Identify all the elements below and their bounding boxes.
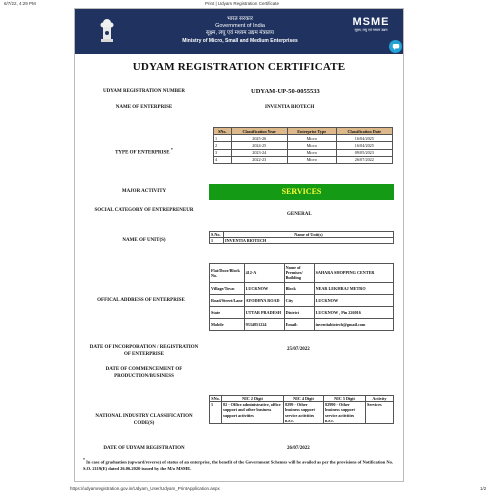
social-category-label: SOCIAL CATEGORY OF ENTREPRENEUR <box>94 208 194 213</box>
addr-value: LUCKNOW <box>314 294 393 306</box>
cell-year: 2022-23 <box>231 156 287 163</box>
msme-logo-word: MSME <box>352 16 390 28</box>
cell-sno: 4 <box>214 156 232 163</box>
major-activity-value: SERVICES <box>209 184 394 200</box>
addr-value: 412-A <box>244 264 284 283</box>
addr-value: SAHARA SHOPPING CENTER <box>314 264 393 283</box>
addr-key: Flat/Door/Block No. <box>210 264 245 283</box>
udyam-date-label: DATE OF UDYAM REGISTRATION <box>103 446 185 451</box>
cell-year: 2025-26 <box>231 135 287 142</box>
addr-key: Name of Premises/ Building <box>284 264 314 283</box>
cell-nic4: 8299 - Other business support service activities n.e.c. <box>284 402 324 424</box>
col-nic2: NIC 2 Digit <box>222 396 284 402</box>
enterprise-type-label-text: TYPE OF ENTERPRISE <box>115 150 170 156</box>
cell-type: Micro <box>287 149 336 156</box>
incorporation-label: DATE OF INCORPORATION / REGISTRATION OF ENTERPRISE <box>89 345 199 357</box>
table-row <box>210 318 394 330</box>
msme-logo <box>345 16 397 33</box>
addr-value: LUCKNOW <box>244 282 284 294</box>
cell-type: Micro <box>287 135 336 142</box>
major-activity-label: MAJOR ACTIVITY <box>121 189 167 194</box>
cell-nic2: 82 - Office administrative, office support and other business support activities <box>222 402 284 424</box>
udyam-date: 26/07/2022 <box>287 446 310 451</box>
cell-sno: 2 <box>214 142 232 149</box>
table-row <box>210 294 394 306</box>
ministry-hindi: सूक्ष्म, लघु एवं मध्यम उद्यम मंत्रालय <box>206 30 274 36</box>
addr-value: 9334851224 <box>244 318 284 330</box>
nic-label: NATIONAL INDUSTRY CLASSIFICATION CODE(S) <box>95 414 193 426</box>
browser-print-header <box>0 0 500 8</box>
cell-sno: 1 <box>214 135 232 142</box>
table-row <box>214 142 393 149</box>
footnote-text: In case of graduation (upward/reverse) of status of an enterprise, the benefit of the Government Schemes will be availed as per the provisions of Notification No. S.O. 2119(E) dated 26.06.2020 issued by the M/o MSME. <box>83 459 393 471</box>
col-year: Classification Year <box>231 128 287 135</box>
chat-bubble-icon <box>392 43 400 51</box>
reg-number-value: UDYAM-UP-50-0055533 <box>251 88 320 95</box>
cell-unit-name: INVENTIA BIOTECH <box>224 238 394 244</box>
ministry-english: Ministry of Micro, Small and Medium Enterprises <box>182 38 298 44</box>
table-row <box>210 264 394 283</box>
col-nic4: NIC 4 Digit <box>284 396 324 402</box>
government-title-block <box>165 16 315 45</box>
certificate-page <box>74 8 404 482</box>
gov-hindi: भारत सरकार <box>226 16 254 22</box>
print-tab-title: Print | Udyam Registration Certificate <box>205 1 279 6</box>
cell-sno: 1 <box>210 238 224 244</box>
table-row <box>210 402 394 424</box>
col-date: Classification Date <box>336 128 392 135</box>
msme-logo-subtitle: सूक्ष्म, लघु एवं मध्यम उद्यम <box>354 28 388 32</box>
addr-key: State <box>210 306 245 318</box>
cell-sno: 3 <box>214 149 232 156</box>
footnote <box>83 457 401 472</box>
classification-header-row <box>214 128 393 135</box>
print-url: https://udyamregistration.gov.in/Udyam_User/Udyam_PrintApplication.aspx <box>70 486 220 491</box>
col-unit-name: Name of Unit(s) <box>224 232 394 238</box>
col-sno: SNo. <box>211 396 220 401</box>
col-sno: S.No. <box>210 232 224 238</box>
cell-activity: Services <box>366 402 394 424</box>
cell-nic5: 82990 - Other business support service activities n.e.c. <box>324 402 366 424</box>
commencement-label: DATE OF COMMENCEMENT OF PRODUCTION/BUSINESS <box>105 367 183 379</box>
social-category-value: GENERAL <box>287 212 312 217</box>
national-emblem-icon <box>99 15 115 45</box>
table-row <box>214 135 393 142</box>
addr-key: Village/Town <box>210 282 245 294</box>
cell-date: 16/04/2025 <box>336 135 392 142</box>
print-page-number: 1/2 <box>480 486 487 491</box>
table-row <box>210 306 394 318</box>
cell-date: 16/04/2025 <box>336 142 392 149</box>
enterprise-type-marker: * <box>170 147 173 152</box>
col-activity: Activity <box>366 396 394 402</box>
enterprise-type-label <box>89 147 199 157</box>
col-sno: SNo. <box>214 128 232 135</box>
certificate-title: UDYAM REGISTRATION CERTIFICATE <box>132 61 346 73</box>
addr-key: Road/Street/Lane <box>210 294 245 306</box>
classification-table <box>213 127 393 164</box>
cell-type: Micro <box>287 156 336 163</box>
cell-year: 2024-25 <box>231 142 287 149</box>
footnote-marker: * <box>83 457 85 462</box>
table-row <box>214 156 393 163</box>
table-row <box>210 282 394 294</box>
browser-print-footer <box>0 484 500 494</box>
addr-value: NEAR LEKHRAJ METRO <box>314 282 393 294</box>
gov-english: Government of India <box>215 23 265 29</box>
enterprise-name-label: NAME OF ENTERPRISE <box>115 105 173 110</box>
addr-value: AYODHYA ROAD <box>244 294 284 306</box>
addr-value: inventiabiotech@gmail.com <box>314 318 393 330</box>
chat-icon[interactable] <box>389 40 402 53</box>
units-label: NAME OF UNIT(S) <box>122 238 166 243</box>
address-label: OFFICAL ADDRESS OF ENTERPRISE <box>97 298 185 303</box>
units-table <box>209 231 394 244</box>
address-table <box>209 263 394 331</box>
cell-date: 26/07/2022 <box>336 156 392 163</box>
header-banner <box>75 9 403 54</box>
col-nic5: NIC 5 Digit <box>324 396 366 402</box>
addr-value: UTTAR PRADESH <box>244 306 284 318</box>
addr-key: District <box>284 306 314 318</box>
table-row <box>214 149 393 156</box>
enterprise-name-value: INVENTIA BIOTECH <box>265 105 315 110</box>
addr-key: Email: <box>284 318 314 330</box>
cell-type: Micro <box>287 142 336 149</box>
table-row <box>210 238 394 244</box>
addr-key: Block <box>284 282 314 294</box>
nic-table <box>209 395 394 424</box>
addr-key: Mobile <box>210 318 245 330</box>
col-type: Enterprise Type <box>287 128 336 135</box>
incorporation-date: 25/07/2022 <box>287 347 310 352</box>
addr-value: LUCKNOW , Pin 226016 <box>314 306 393 318</box>
cell-year: 2023-24 <box>231 149 287 156</box>
cell-sno: 1 <box>210 402 222 424</box>
print-datetime: 6/7/22, 4:29 PM <box>4 1 36 6</box>
reg-number-label: UDYAM REGISTRATION NUMBER <box>103 89 185 94</box>
cell-date: 09/05/2023 <box>336 149 392 156</box>
addr-key: City <box>284 294 314 306</box>
